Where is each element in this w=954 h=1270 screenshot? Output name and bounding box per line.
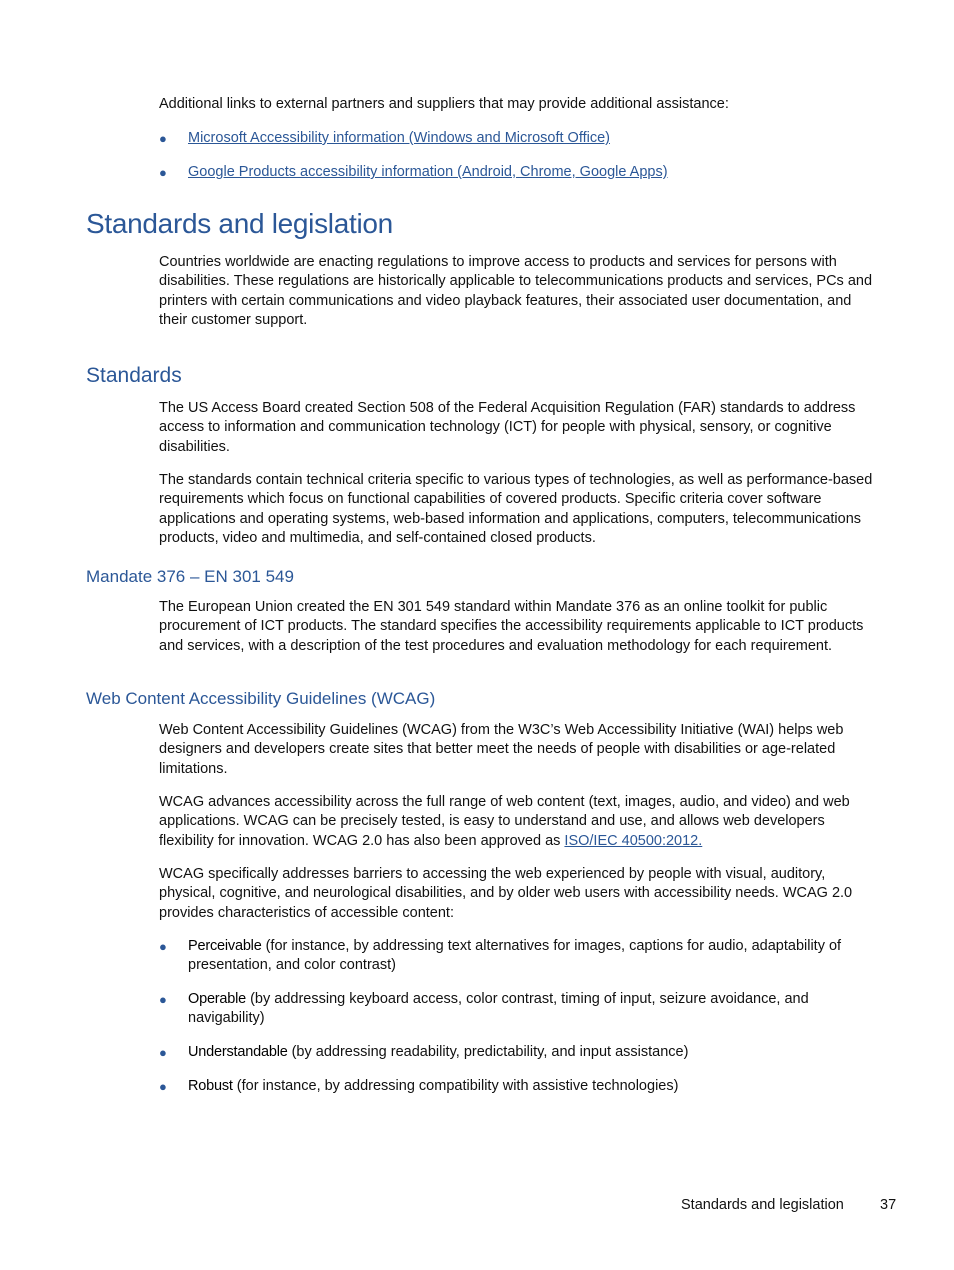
bullet-icon: ● (159, 131, 167, 146)
bullet-icon: ● (159, 1045, 167, 1060)
subsection-heading-mandate: Mandate 376 – EN 301 549 (86, 567, 294, 586)
bullet-icon: ● (159, 939, 167, 954)
principle-term: Perceivable (188, 938, 262, 954)
footer-section-title: Standards and legislation (681, 1197, 844, 1213)
subsection-heading-standards: Standards (86, 364, 182, 387)
standards-paragraph-2: The standards contain technical criteria specific to various types of technologies, as well as performance-based requirements which focus on functional capabilities of covered products. Specific criteria cover software applications and operating systems, web-based information and applications, computers, telecommunications products, video and multimedia, and self-contained closed products. (159, 472, 873, 546)
list-item-principle (159, 990, 881, 1029)
list-item-link-microsoft (159, 129, 881, 148)
wcag-paragraph-2-text: WCAG advances accessibility across the full range of web content (text, images, audio, and video) and web applications. WCAG can be precisely tested, is easy to understand and use, and allows web developers flexibility for innovation. WCAG 2.0 has also been approved as (159, 794, 850, 849)
standards-paragraph-1: The US Access Board created Section 508 of the Federal Acquisition Regulation (FAR) standards to address access to information and communication technology (ICT) for people with physical, sensory, or cognitive disabilities. (159, 400, 856, 455)
principle-term: Understandable (188, 1044, 288, 1060)
link-google-accessibility[interactable]: Google Products accessibility information (Android, Chrome, Google Apps) (188, 164, 668, 180)
principle-description: (for instance, by addressing compatibility with assistive technologies) (232, 1078, 679, 1094)
list-item-principle (159, 1077, 881, 1096)
section-paragraph: Countries worldwide are enacting regulations to improve access to products and services for persons with disabilities. These regulations are historically applicable to telecommunications products and services, PCs and printers with certain communications and video playback features, their associated user documentation, and their customer support. (159, 254, 873, 328)
bullet-icon: ● (159, 992, 167, 1007)
principle-description: (by addressing keyboard access, color contrast, timing of input, seizure avoidance, and navigability) (188, 991, 809, 1027)
mandate-paragraph: The European Union created the EN 301 549 standard within Mandate 376 as an online toolkit for public procurement of ICT products. The standard specifies the accessibility requirements applicable to ICT products and services, with a description of the test procedures and evaluation methodology for each requirement. (159, 599, 864, 654)
list-item-link-google (159, 163, 881, 182)
list-item-principle (159, 937, 881, 976)
wcag-paragraph-1: Web Content Accessibility Guidelines (WCAG) from the W3C’s Web Accessibility Initiative (WAI) helps web designers and developers create sites that better meet the needs of people with disabilities or age-related limitations. (159, 722, 844, 777)
bullet-icon: ● (159, 165, 167, 180)
link-iso-iec[interactable]: ISO/IEC 40500:2012. (564, 832, 703, 849)
list-item-principle (159, 1043, 881, 1062)
link-microsoft-accessibility[interactable]: Microsoft Accessibility information (Windows and Microsoft Office) (188, 130, 610, 146)
principle-description: (by addressing readability, predictability, and input assistance) (287, 1044, 689, 1060)
wcag-paragraph-2 (159, 793, 881, 851)
principle-term: Operable (188, 991, 247, 1007)
wcag-paragraph-3: WCAG specifically addresses barriers to accessing the web experienced by people with visual, auditory, physical, cognitive, and neurological disabilities, and by older web users with accessibility needs. WCAG 2.0 provides characteristics of accessible content: (159, 866, 853, 921)
footer-page-number: 37 (880, 1197, 897, 1213)
principle-term: Robust (188, 1078, 233, 1094)
bullet-icon: ● (159, 1079, 167, 1094)
section-heading-standards-legislation: Standards and legislation (86, 208, 393, 239)
principle-description: (for instance, by addressing text alternatives for images, captions for audio, adaptability of presentation, and color contrast) (188, 938, 842, 974)
subsection-heading-wcag: Web Content Accessibility Guidelines (WCAG) (86, 689, 436, 708)
intro-paragraph: Additional links to external partners and suppliers that may provide additional assistance: (159, 96, 729, 112)
